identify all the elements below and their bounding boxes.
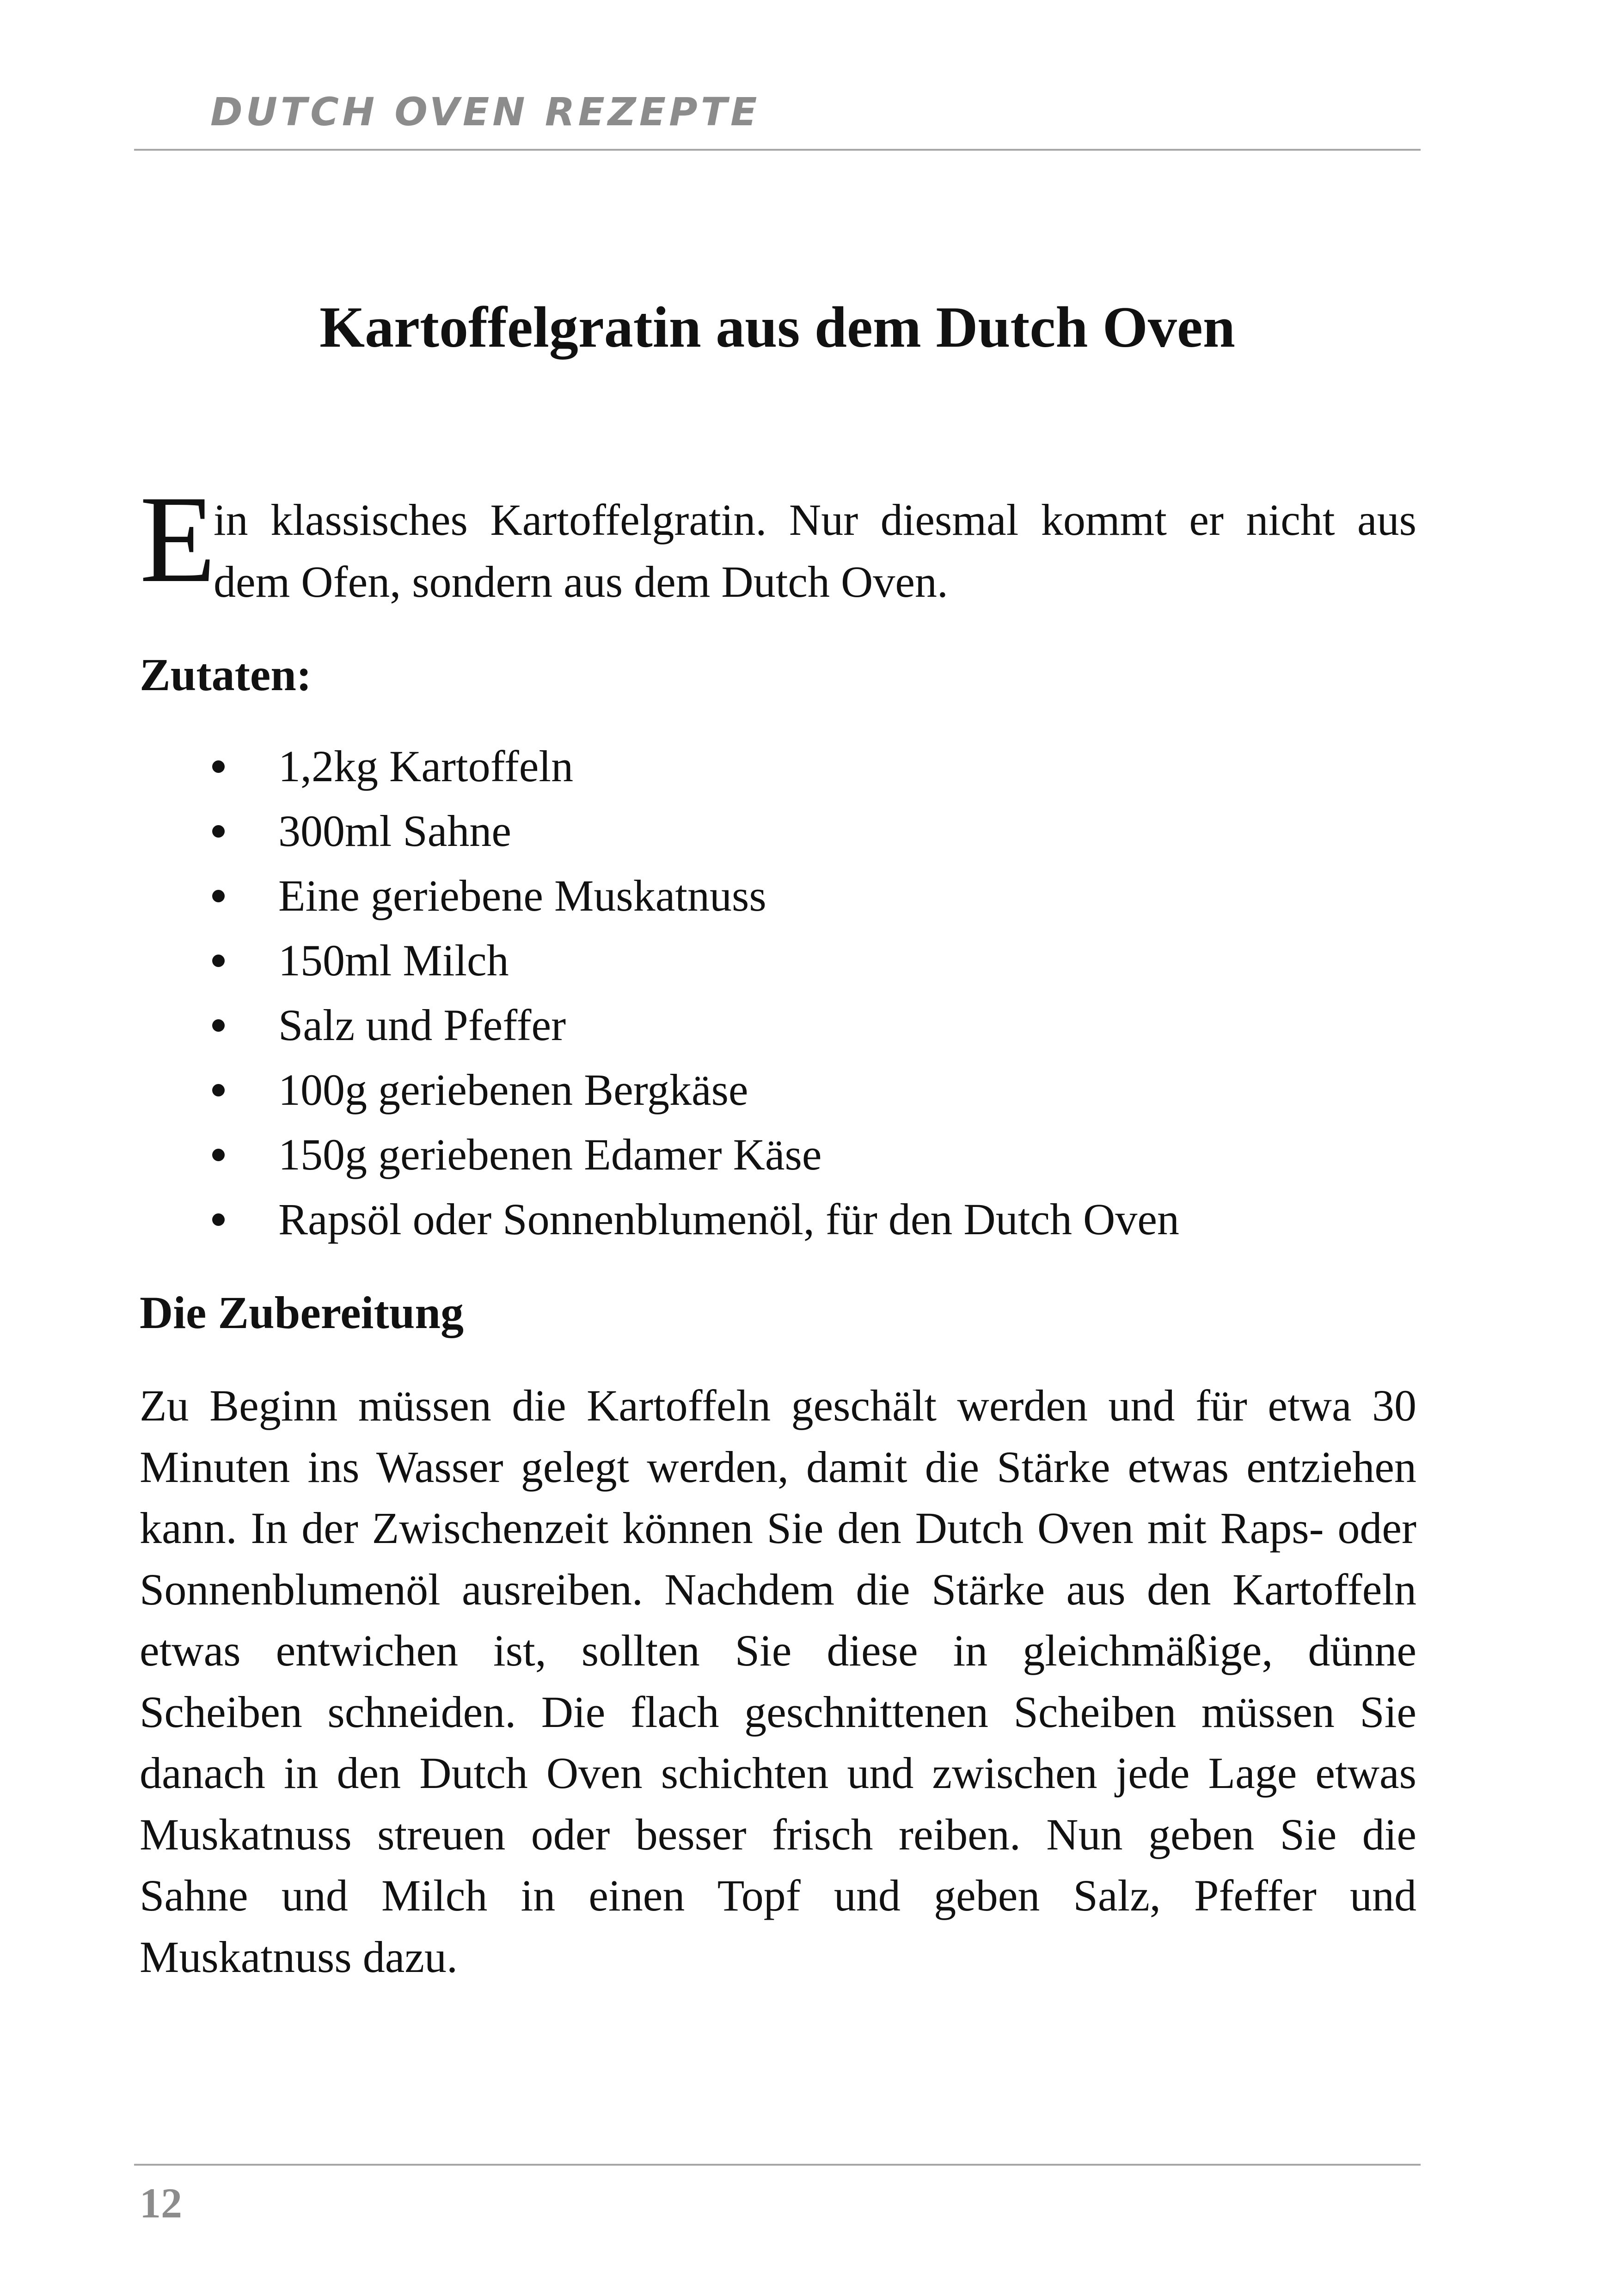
list-item	[140, 734, 1179, 799]
paragraph-line: danach in den Dutch Oven schichten und zwischen jede Lage etwas	[140, 1748, 1416, 1798]
paragraph-line: Muskatnuss streuen oder besser frisch reiben. Nun geben Sie die	[140, 1809, 1416, 1859]
drop-cap: E	[140, 470, 216, 608]
list-item	[140, 1058, 1179, 1122]
bullet-icon	[212, 825, 225, 838]
intro-line: dem Ofen, sondern aus dem Dutch Oven.	[214, 557, 948, 606]
list-item	[140, 993, 1179, 1058]
bullet-icon	[212, 1213, 225, 1226]
ingredient-text: 150ml Milch	[278, 936, 509, 985]
paragraph-line: Zu Beginn müssen die Kartoffeln geschält werden und für etwa 30	[140, 1381, 1416, 1430]
list-item	[140, 1187, 1179, 1252]
list-item	[140, 863, 1179, 928]
footer-rule	[134, 2164, 1421, 2166]
running-header: DUTCH OVEN REZEPTE	[210, 89, 760, 135]
list-item	[140, 1122, 1179, 1187]
header-rule	[134, 149, 1421, 151]
paragraph-line: Muskatnuss dazu.	[140, 1932, 458, 1982]
intro-line: in klassisches Kartoffelgratin. Nur diesmal kommt er nicht aus	[214, 495, 1416, 545]
bullet-icon	[212, 760, 225, 773]
ingredient-text: Salz und Pfeffer	[278, 1000, 566, 1050]
bullet-icon	[212, 1019, 225, 1032]
bullet-icon	[212, 1149, 225, 1161]
paragraph-line: Sahne und Milch in einen Topf und geben Salz, Pfeffer und	[140, 1871, 1416, 1920]
page-number: 12	[140, 2180, 182, 2227]
ingredient-text: Eine geriebene Muskatnuss	[278, 871, 766, 920]
paragraph-line: Scheiben schneiden. Die flach geschnittenen Scheiben müssen Sie	[140, 1687, 1416, 1737]
paragraph-line: etwas entwichen ist, sollten Sie diese in gleichmäßige, dünne	[140, 1626, 1416, 1675]
ingredient-text: 100g geriebenen Bergkäse	[278, 1065, 748, 1114]
bullet-icon	[212, 1084, 225, 1096]
ingredients-heading: Zutaten:	[140, 649, 312, 700]
bullet-icon	[212, 955, 225, 967]
ingredient-text: 300ml Sahne	[278, 806, 511, 856]
intro-paragraph	[140, 470, 1416, 613]
paragraph-line: Sonnenblumenöl ausreiben. Nachdem die Stärke aus den Kartoffeln	[140, 1564, 1416, 1614]
preparation-heading: Die Zubereitung	[140, 1287, 464, 1338]
ingredient-text: 1,2kg Kartoffeln	[278, 741, 574, 791]
ingredient-text: Rapsöl oder Sonnenblumenöl, für den Dutch Oven	[278, 1194, 1179, 1244]
list-item	[140, 928, 1179, 993]
paragraph-line: Minuten ins Wasser gelegt werden, damit die Stärke etwas entziehen	[140, 1442, 1416, 1492]
paragraph-line: kann. In der Zwischenzeit können Sie den Dutch Oven mit Raps- oder	[140, 1503, 1416, 1553]
page-title: Kartoffelgratin aus dem Dutch Oven	[319, 295, 1235, 360]
ingredient-text: 150g geriebenen Edamer Käse	[278, 1130, 822, 1179]
ingredients-list	[140, 734, 1179, 1252]
list-item	[140, 799, 1179, 863]
preparation-paragraph	[140, 1375, 1416, 1988]
bullet-icon	[212, 890, 225, 902]
